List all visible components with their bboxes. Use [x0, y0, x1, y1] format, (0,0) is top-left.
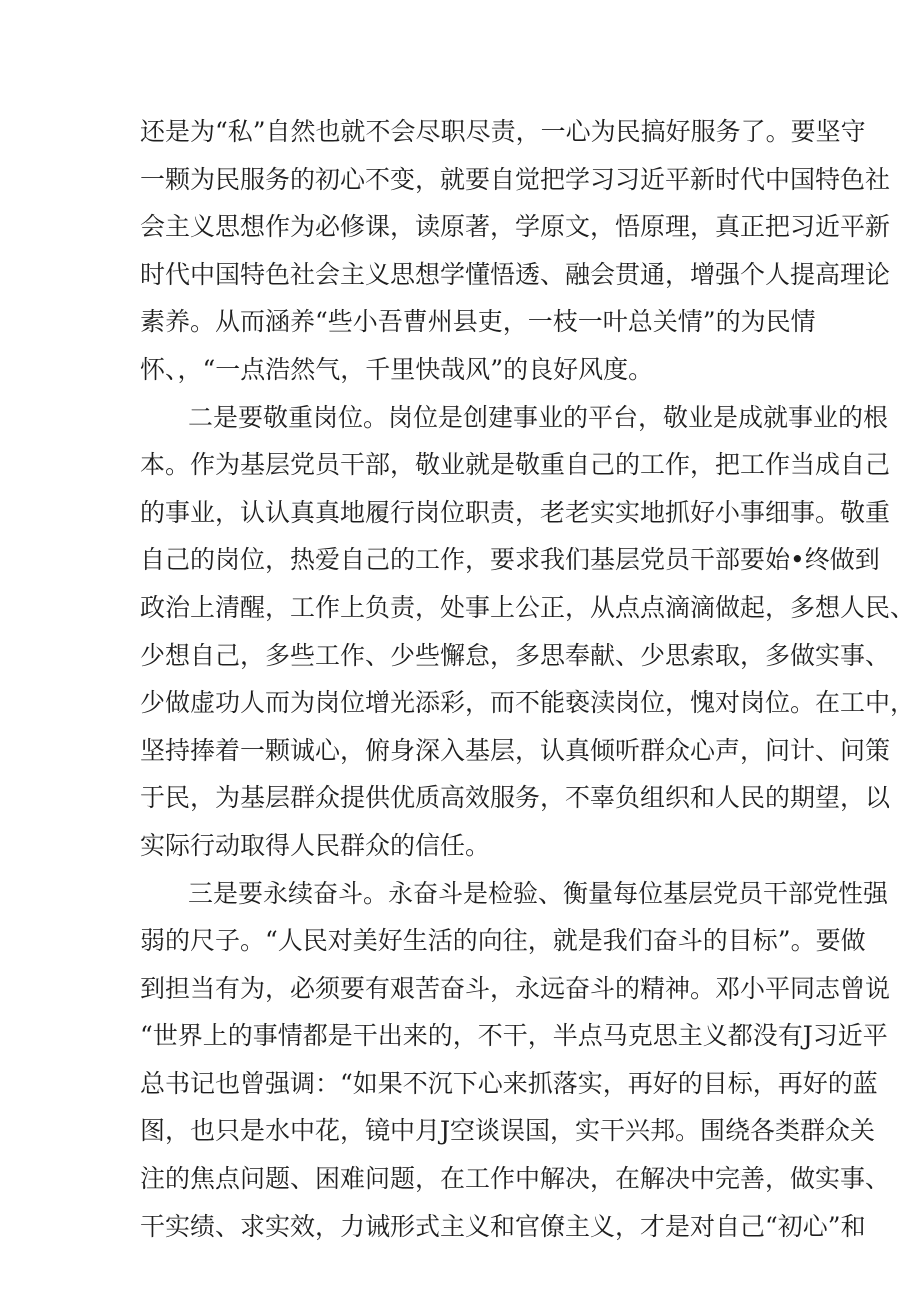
text-line: 少做虚功人而为岗位增光添彩，而不能亵渎岗位，愧对岗位。在工中， — [140, 688, 916, 718]
text-line: 素养。从而涵养“些小吾曹州县吏，一枝一叶总关情”的为民情 — [140, 307, 816, 337]
paragraph-3 — [140, 870, 891, 1251]
document-body — [140, 108, 916, 1250]
text-line: 总书记也曾强调：“如果不沉下心来抓落实，再好的目标，再好的蓝 — [140, 1068, 878, 1098]
text-line: 于民，为基层群众提供优质高效服务，不辜负组织和人民的期望，以 — [140, 783, 891, 813]
paragraph-2 — [140, 394, 916, 870]
text-line: “世界上的事情都是干出来的，不干，半点马克思主义都没有J习近平 — [140, 1021, 888, 1051]
text-line: 的事业，认认真真地履行岗位职责，老老实实地抓好小事细事。敬重 — [140, 497, 891, 527]
text-line: 怀、，“一点浩然气，千里快哉风”的良好风度。 — [140, 354, 654, 384]
text-line: 时代中国特色社会主义思想学懂悟透、融会贯通，增强个人提高理论 — [140, 259, 891, 289]
text-line: 坚持捧着一颗诚心，俯身深入基层，认真倾听群众心声，问计、问策 — [140, 735, 891, 765]
text-line: 实际行动取得人民群众的信任。 — [140, 830, 491, 860]
text-line: 三是要永续奋斗。永奋斗是检验、衡量每位基层党员干部党性强 — [188, 878, 889, 908]
text-line: 一颗为民服务的初心不变，就要自觉把学习习近平新时代中国特色社 — [140, 164, 891, 194]
text-line: 图，也只是水中花，镜中月J空谈误国，实干兴邦。围绕各类群众关 — [140, 1116, 876, 1146]
text-line: 本。作为基层党员干部，敬业就是敬重自己的工作，把工作当成自己 — [140, 450, 891, 480]
text-line: 注的焦点问题、困难问题，在工作中解决，在解决中完善，做实事、 — [140, 1164, 891, 1194]
text-line: 政治上清醒，工作上负责，处事上公正，从点点滴滴做起，多想人民、 — [140, 592, 916, 622]
paragraph-1 — [140, 108, 891, 394]
text-line: 少想自己，多些工作、少些懈怠，多思奉献、少思索取，多做实事、 — [140, 640, 891, 670]
text-line: 干实绩、求实效，力诫形式主义和官僚主义，才是对自己“初心”和 — [140, 1211, 866, 1241]
text-line: 二是要敬重岗位。岗位是创建事业的平台，敬业是成就事业的根 — [188, 402, 889, 432]
text-line: 会主义思想作为必修课，读原著，学原文，悟原理，真正把习近平新 — [140, 212, 891, 242]
text-line: 弱的尺子。“人民对美好生活的向往，就是我们奋斗的目标”。要做 — [140, 926, 866, 956]
text-line: 到担当有为，必须要有艰苦奋斗，永远奋斗的精神。邓小平同志曾说 — [140, 973, 891, 1003]
text-line: 自己的岗位，热爱自己的工作，要求我们基层党员干部要始•终做到 — [140, 545, 880, 575]
text-line: 还是为“私”自然也就不会尽职尽责，一心为民搞好服务了。要坚守 — [140, 117, 866, 146]
